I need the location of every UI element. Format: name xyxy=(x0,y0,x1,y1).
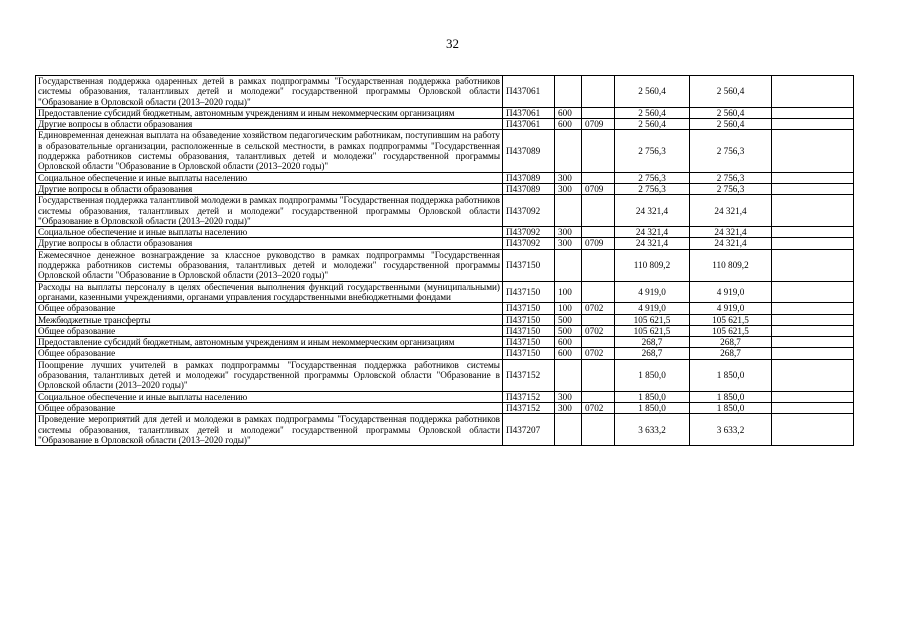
expense-name-cell: Общее образование xyxy=(36,325,503,336)
expense-type-cell: 300 xyxy=(555,402,582,413)
amount-cell: 24 321,4 xyxy=(615,238,690,249)
amount-cell xyxy=(772,359,854,391)
expense-type-cell xyxy=(555,130,582,172)
target-code-cell: П437061 xyxy=(503,119,555,130)
amount-cell: 2 560,4 xyxy=(615,76,690,108)
amount-cell: 2 756,3 xyxy=(615,183,690,194)
amount-cell: 105 621,5 xyxy=(615,325,690,336)
amount-cell xyxy=(772,337,854,348)
table-row xyxy=(36,303,854,314)
amount-cell xyxy=(772,195,854,227)
expense-type-cell: 600 xyxy=(555,119,582,130)
amount-cell xyxy=(772,414,854,446)
expense-type-cell xyxy=(555,359,582,391)
expense-type-cell: 300 xyxy=(555,172,582,183)
target-code-cell: П437150 xyxy=(503,249,555,281)
amount-cell: 2 560,4 xyxy=(690,107,772,118)
table-row xyxy=(36,195,854,227)
section-code-cell xyxy=(582,281,615,303)
table-row xyxy=(36,249,854,281)
target-code-cell: П437061 xyxy=(503,76,555,108)
amount-cell xyxy=(772,107,854,118)
amount-cell: 24 321,4 xyxy=(615,195,690,227)
amount-cell: 3 633,2 xyxy=(615,414,690,446)
section-code-cell xyxy=(582,359,615,391)
target-code-cell: П437150 xyxy=(503,303,555,314)
section-code-cell xyxy=(582,414,615,446)
section-code-cell xyxy=(582,337,615,348)
table-row xyxy=(36,337,854,348)
target-code-cell: П437092 xyxy=(503,195,555,227)
section-code-cell xyxy=(582,107,615,118)
amount-cell: 2 560,4 xyxy=(690,76,772,108)
section-code-cell xyxy=(582,76,615,108)
amount-cell: 4 919,0 xyxy=(615,281,690,303)
expense-name-cell: Поощрение лучших учителей в рамках подпрограммы "Государственная поддержка работников системы образования, талантливых детей и молодежи" государственной программы Орловской области "Образование в Орловской области (2013–2020 годы)" xyxy=(36,359,503,391)
table-row xyxy=(36,119,854,130)
amount-cell: 268,7 xyxy=(615,348,690,359)
expense-name-cell: Общее образование xyxy=(36,402,503,413)
amount-cell: 2 560,4 xyxy=(615,119,690,130)
section-code-cell: 0709 xyxy=(582,119,615,130)
table-row xyxy=(36,402,854,413)
table-row xyxy=(36,227,854,238)
section-code-cell xyxy=(582,172,615,183)
target-code-cell: П437089 xyxy=(503,130,555,172)
amount-cell xyxy=(772,238,854,249)
table-row xyxy=(36,414,854,446)
table-row xyxy=(36,76,854,108)
amount-cell: 24 321,4 xyxy=(690,195,772,227)
amount-cell: 24 321,4 xyxy=(690,238,772,249)
amount-cell: 1 850,0 xyxy=(615,359,690,391)
amount-cell xyxy=(772,249,854,281)
amount-cell xyxy=(772,303,854,314)
amount-cell: 268,7 xyxy=(690,337,772,348)
expense-name-cell: Расходы на выплаты персоналу в целях обеспечения выполнения функций государственными (муниципальными) органами, казенными учреждениями, органами управления государственными внебюджетными фондами xyxy=(36,281,503,303)
amount-cell xyxy=(772,325,854,336)
expense-name-cell: Другие вопросы в области образования xyxy=(36,119,503,130)
page-number: 32 xyxy=(446,36,459,51)
table-row xyxy=(36,359,854,391)
expense-type-cell: 100 xyxy=(555,303,582,314)
amount-cell xyxy=(772,281,854,303)
section-code-cell: 0702 xyxy=(582,325,615,336)
expense-name-cell: Ежемесячное денежное вознаграждение за классное руководство в рамках подпрограммы "Государственная поддержка работников системы образования, талантливых детей и молодежи" государственной программы Орловской области "Образование в Орловской области (2013–2020 годы)" xyxy=(36,249,503,281)
table-row xyxy=(36,281,854,303)
budget-table-body xyxy=(36,76,854,446)
target-code-cell: П437207 xyxy=(503,414,555,446)
section-code-cell: 0702 xyxy=(582,402,615,413)
amount-cell xyxy=(772,314,854,325)
table-row xyxy=(36,238,854,249)
amount-cell xyxy=(772,119,854,130)
amount-cell: 2 560,4 xyxy=(615,107,690,118)
table-row xyxy=(36,183,854,194)
amount-cell: 4 919,0 xyxy=(690,281,772,303)
expense-name-cell: Общее образование xyxy=(36,348,503,359)
target-code-cell: П437092 xyxy=(503,227,555,238)
target-code-cell: П437092 xyxy=(503,238,555,249)
target-code-cell: П437152 xyxy=(503,402,555,413)
target-code-cell: П437089 xyxy=(503,172,555,183)
expense-name-cell: Социальное обеспечение и иные выплаты населению xyxy=(36,391,503,402)
expense-type-cell xyxy=(555,195,582,227)
target-code-cell: П437152 xyxy=(503,359,555,391)
expense-type-cell: 500 xyxy=(555,325,582,336)
expense-name-cell: Социальное обеспечение и иные выплаты населению xyxy=(36,227,503,238)
expense-name-cell: Межбюджетные трансферты xyxy=(36,314,503,325)
expense-type-cell: 300 xyxy=(555,183,582,194)
amount-cell xyxy=(772,402,854,413)
expense-type-cell: 300 xyxy=(555,227,582,238)
expense-name-cell: Предоставление субсидий бюджетным, автономным учреждениям и иным некоммерческим организациям xyxy=(36,107,503,118)
amount-cell: 2 756,3 xyxy=(615,130,690,172)
expense-type-cell: 600 xyxy=(555,107,582,118)
section-code-cell xyxy=(582,314,615,325)
amount-cell xyxy=(772,76,854,108)
table-row xyxy=(36,130,854,172)
amount-cell: 3 633,2 xyxy=(690,414,772,446)
expense-type-cell: 300 xyxy=(555,391,582,402)
section-code-cell: 0709 xyxy=(582,183,615,194)
target-code-cell: П437150 xyxy=(503,348,555,359)
amount-cell: 2 756,3 xyxy=(690,172,772,183)
section-code-cell xyxy=(582,227,615,238)
target-code-cell: П437061 xyxy=(503,107,555,118)
amount-cell: 1 850,0 xyxy=(615,391,690,402)
amount-cell: 110 809,2 xyxy=(615,249,690,281)
target-code-cell: П437089 xyxy=(503,183,555,194)
target-code-cell: П437150 xyxy=(503,314,555,325)
amount-cell: 24 321,4 xyxy=(690,227,772,238)
amount-cell: 1 850,0 xyxy=(690,402,772,413)
amount-cell: 4 919,0 xyxy=(615,303,690,314)
target-code-cell: П437150 xyxy=(503,337,555,348)
amount-cell xyxy=(772,130,854,172)
amount-cell: 24 321,4 xyxy=(615,227,690,238)
amount-cell: 2 756,3 xyxy=(690,183,772,194)
amount-cell: 1 850,0 xyxy=(690,359,772,391)
amount-cell: 110 809,2 xyxy=(690,249,772,281)
table-row xyxy=(36,172,854,183)
amount-cell: 268,7 xyxy=(615,337,690,348)
amount-cell: 1 850,0 xyxy=(615,402,690,413)
amount-cell xyxy=(772,172,854,183)
amount-cell xyxy=(772,183,854,194)
table-row xyxy=(36,391,854,402)
expense-name-cell: Другие вопросы в области образования xyxy=(36,183,503,194)
section-code-cell: 0702 xyxy=(582,348,615,359)
expense-name-cell: Проведение мероприятий для детей и молодежи в рамках подпрограммы "Государственная поддержка работников системы образования, талантливых детей и молодежи" государственной программы Орловской области "Образование в Орловской области (2013–2020 годы)" xyxy=(36,414,503,446)
amount-cell: 2 560,4 xyxy=(690,119,772,130)
expense-type-cell: 100 xyxy=(555,281,582,303)
expense-type-cell xyxy=(555,76,582,108)
table-row xyxy=(36,348,854,359)
target-code-cell: П437152 xyxy=(503,391,555,402)
expense-name-cell: Государственная поддержка талантливой молодежи в рамках подпрограммы "Государственная поддержка работников системы образования, талантливых детей и молодежи" государственной программы Орловской области "Образование в Орловской области (2013–2020 годы)" xyxy=(36,195,503,227)
amount-cell xyxy=(772,227,854,238)
expense-type-cell xyxy=(555,249,582,281)
amount-cell: 2 756,3 xyxy=(615,172,690,183)
expense-type-cell: 600 xyxy=(555,348,582,359)
section-code-cell xyxy=(582,195,615,227)
amount-cell: 105 621,5 xyxy=(615,314,690,325)
expense-name-cell: Общее образование xyxy=(36,303,503,314)
table-row xyxy=(36,314,854,325)
section-code-cell: 0709 xyxy=(582,238,615,249)
expense-type-cell xyxy=(555,414,582,446)
table-row xyxy=(36,107,854,118)
amount-cell: 1 850,0 xyxy=(690,391,772,402)
section-code-cell xyxy=(582,130,615,172)
target-code-cell: П437150 xyxy=(503,325,555,336)
target-code-cell: П437150 xyxy=(503,281,555,303)
expense-type-cell: 300 xyxy=(555,238,582,249)
amount-cell xyxy=(772,391,854,402)
amount-cell xyxy=(772,348,854,359)
expense-name-cell: Государственная поддержка одаренных детей в рамках подпрограммы "Государственная поддержка работников системы образования, талантливых детей и молодежи" государственной программы Орловской области "Образование в Орловской области (2013–2020 годы)" xyxy=(36,76,503,108)
amount-cell: 2 756,3 xyxy=(690,130,772,172)
section-code-cell: 0702 xyxy=(582,303,615,314)
amount-cell: 268,7 xyxy=(690,348,772,359)
amount-cell: 4 919,0 xyxy=(690,303,772,314)
expense-type-cell: 600 xyxy=(555,337,582,348)
expense-name-cell: Предоставление субсидий бюджетным, автономным учреждениям и иным некоммерческим организациям xyxy=(36,337,503,348)
expense-name-cell: Социальное обеспечение и иные выплаты населению xyxy=(36,172,503,183)
expense-name-cell: Другие вопросы в области образования xyxy=(36,238,503,249)
budget-table xyxy=(35,75,854,446)
section-code-cell xyxy=(582,249,615,281)
amount-cell: 105 621,5 xyxy=(690,314,772,325)
expense-name-cell: Единовременная денежная выплата на обзаведение хозяйством педагогическим работникам, поступившим на работу в образовательные организации, расположенные в сельской местности, в рамках подпрограммы "Государственная поддержка работников системы образования, талантливых детей и молодежи" государственной программы Орловской области "Образование в Орловской области (2013–2020 годы)" xyxy=(36,130,503,172)
table-row xyxy=(36,325,854,336)
expense-type-cell: 500 xyxy=(555,314,582,325)
amount-cell: 105 621,5 xyxy=(690,325,772,336)
section-code-cell xyxy=(582,391,615,402)
